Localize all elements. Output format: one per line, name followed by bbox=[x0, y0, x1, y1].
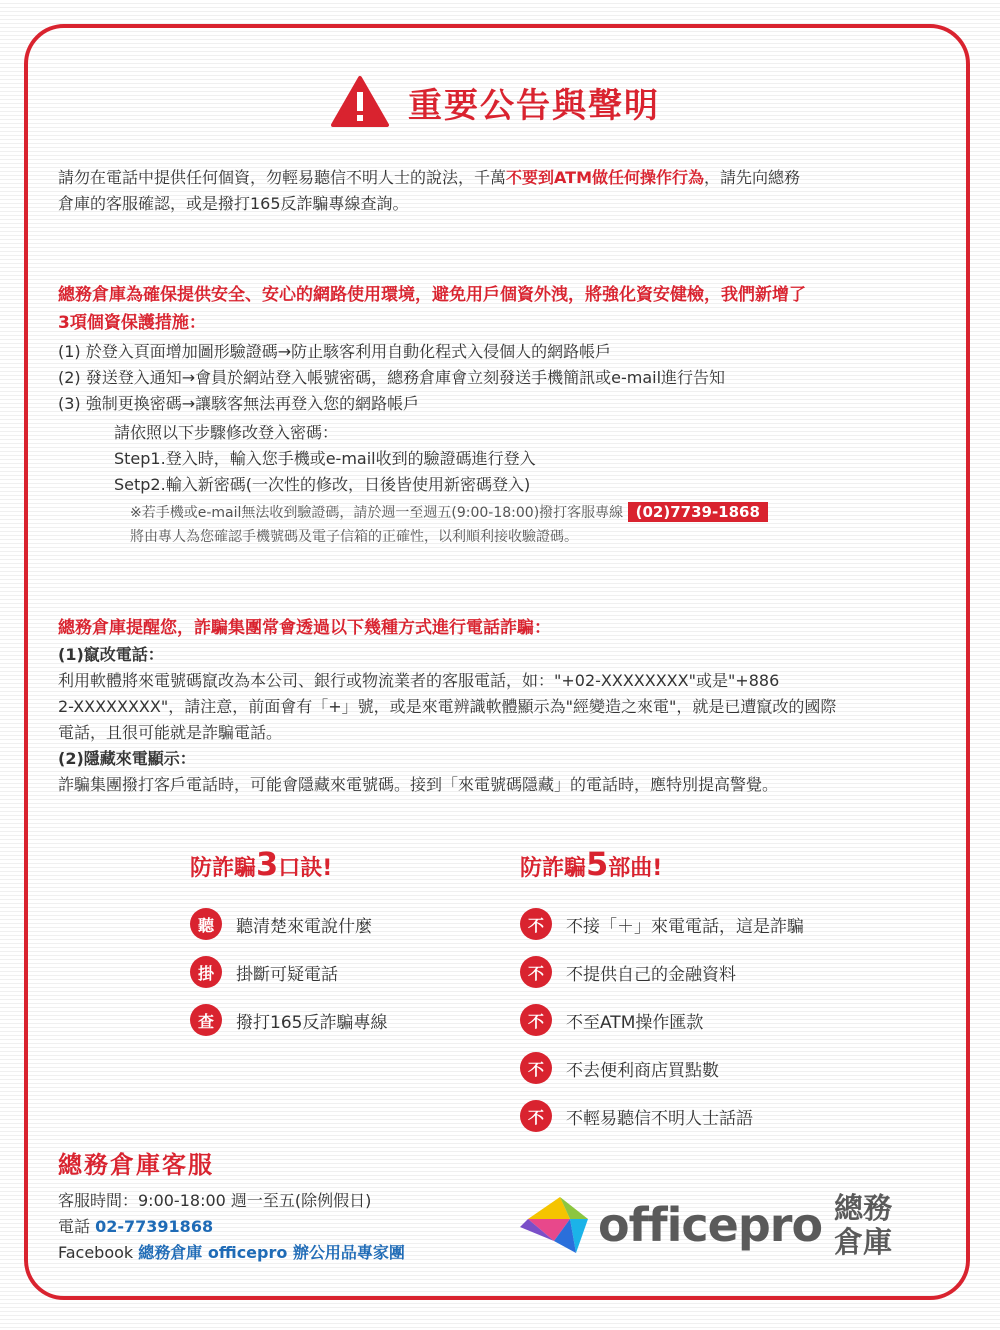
security-heading-2: 3項個資保護措施： bbox=[58, 313, 206, 333]
logo-mark-icon bbox=[518, 1189, 590, 1261]
tips3-item bbox=[190, 955, 490, 989]
step-2: Setp2.輸入新密碼(一次性的修改，日後皆使用新密碼登入) bbox=[114, 475, 531, 494]
tip-text: 不輕易聽信不明人士話語 bbox=[566, 1108, 753, 1129]
service-heading: 總務倉庫客服 bbox=[58, 1151, 214, 1179]
security-item-2: (2) 發送登入通知→會員於網站登入帳號密碼，總務倉庫會立刻發送手機簡訊或e-mail進行告知 bbox=[58, 368, 726, 387]
security-item-3: (3) 強制更換密碼→讓駭客無法再登入您的網路帳戶 bbox=[58, 394, 420, 413]
service-phone-link[interactable]: 02-77391868 bbox=[95, 1217, 214, 1236]
security-heading-1: 總務倉庫為確保提供安全、安心的網路使用環境，避免用戶個資外洩，將強化資安健檢，我們新增了 bbox=[58, 285, 806, 305]
tip-text: 不提供自己的金融資料 bbox=[566, 964, 736, 985]
note-text-1: ※若手機或e-mail無法收到驗證碼，請於週一至週五(9:00-18:00)撥打客服專線 bbox=[130, 505, 624, 521]
intro-paragraph bbox=[58, 165, 948, 217]
officepro-logo bbox=[518, 1185, 958, 1265]
intro-text-1: 請勿在電話中提供任何個資，勿輕易聽信不明人士的說法，千萬 bbox=[58, 168, 507, 187]
step-1: Step1.登入時，輸入您手機或e-mail收到的驗證碼進行登入 bbox=[114, 449, 536, 468]
fraud-sub1-title: (1)竄改電話： bbox=[58, 645, 164, 664]
tips3-column bbox=[190, 845, 490, 1051]
tips3-heading: 防詐騙 3 口訣! bbox=[190, 845, 333, 883]
tip-badge: 查 bbox=[190, 1004, 222, 1036]
tip-badge: 不 bbox=[520, 908, 552, 940]
intro-text-2: ，請先向總務 bbox=[704, 168, 801, 187]
tip-badge: 不 bbox=[520, 1004, 552, 1036]
tip-badge: 不 bbox=[520, 1052, 552, 1084]
fraud-sub2-title: (2)隱藏來電顯示： bbox=[58, 749, 196, 768]
tips5-item bbox=[520, 907, 940, 941]
tip-badge: 不 bbox=[520, 956, 552, 988]
page-title bbox=[330, 72, 660, 132]
tips3-item bbox=[190, 907, 490, 941]
fraud-sub1-line-1: 利用軟體將來電號碼竄改為本公司、銀行或物流業者的客服電話，如："+02-XXXXXXXX"或是"+886 bbox=[58, 671, 780, 690]
fraud-sub1-line-3: 電話，且很可能就是詐騙電話。 bbox=[58, 723, 283, 742]
security-item-1: (1) 於登入頁面增加圖形驗證碼→防止駭客利用自動化程式入侵個人的網路帳戶 bbox=[58, 342, 612, 361]
tip-text: 聽清楚來電說什麼 bbox=[236, 916, 372, 937]
tip-text: 撥打165反詐騙專線 bbox=[236, 1012, 388, 1033]
tips5-column bbox=[520, 845, 940, 1147]
tips5-item bbox=[520, 955, 940, 989]
steps-intro: 請依照以下步驟修改登入密碼： bbox=[114, 423, 339, 442]
tips5-heading: 防詐騙 5 部曲! bbox=[520, 845, 663, 883]
title-text: 重要公告與聲明 bbox=[408, 85, 660, 126]
tip-badge: 不 bbox=[520, 1100, 552, 1132]
tips3-item bbox=[190, 1003, 490, 1037]
tips5-item bbox=[520, 1051, 940, 1085]
tip-text: 掛斷可疑電話 bbox=[236, 964, 338, 985]
tip-text: 不至ATM操作匯款 bbox=[566, 1012, 704, 1033]
fraud-section bbox=[58, 614, 953, 798]
facebook-label: Facebook bbox=[58, 1243, 134, 1262]
tip-badge: 聽 bbox=[190, 908, 222, 940]
service-phone-tag: (02)7739-1868 bbox=[628, 502, 768, 522]
fraud-sub2-line-1: 詐騙集團撥打客戶電話時，可能會隱藏來電號碼。接到「來電號碼隱藏」的電話時，應特別提高警覺。 bbox=[58, 775, 779, 794]
logo-cn: 總務 倉庫 bbox=[834, 1191, 893, 1259]
service-hours: 客服時間：9:00-18:00 週一至五(除例假日) bbox=[58, 1191, 372, 1210]
service-section bbox=[58, 1145, 518, 1266]
phone-label: 電話 bbox=[58, 1217, 91, 1236]
facebook-link[interactable]: 總務倉庫 officepro 辦公用品專家團 bbox=[138, 1243, 405, 1262]
warning-icon bbox=[330, 75, 390, 129]
fraud-heading: 總務倉庫提醒您，詐騙集團常會透過以下幾種方式進行電話詐騙： bbox=[58, 618, 551, 638]
tip-text: 不去便利商店買點數 bbox=[566, 1060, 719, 1081]
note-text-2: 將由專人為您確認手機號碼及電子信箱的正確性，以利順利接收驗證碼。 bbox=[130, 529, 578, 545]
tips5-item bbox=[520, 1003, 940, 1037]
fraud-sub1-line-2: 2-XXXXXXXX"，請注意，前面會有「+」號，或是來電辨識軟體顯示為"經變造之來電"，就是已遭竄改的國際 bbox=[58, 697, 837, 716]
logo-wordmark: officepro bbox=[598, 1198, 823, 1252]
tips5-item bbox=[520, 1099, 940, 1133]
intro-text-3: 倉庫的客服確認，或是撥打165反詐騙專線查詢。 bbox=[58, 194, 409, 213]
tip-badge: 掛 bbox=[190, 956, 222, 988]
tip-text: 不接「＋」來電電話，這是詐騙 bbox=[566, 916, 804, 937]
intro-highlight: 不要到ATM做任何操作行為 bbox=[506, 168, 704, 187]
security-section bbox=[58, 281, 953, 549]
